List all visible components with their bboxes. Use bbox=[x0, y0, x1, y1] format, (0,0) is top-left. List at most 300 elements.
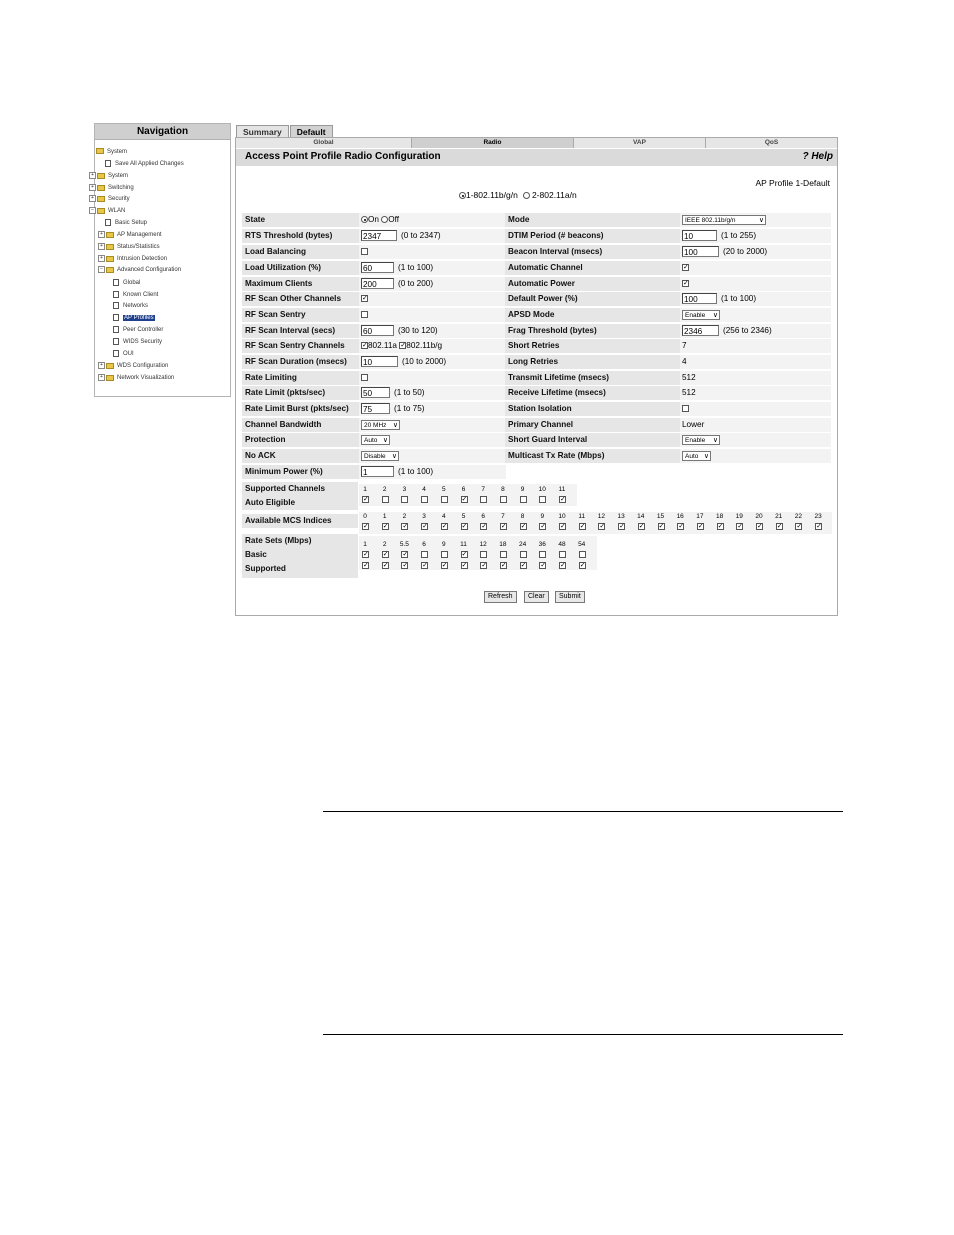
min-power-label: Minimum Power (%) bbox=[242, 465, 359, 479]
nav-item[interactable] bbox=[105, 219, 147, 227]
submit-button[interactable]: Submit bbox=[555, 591, 585, 603]
rx-lifetime-label: Receive Lifetime (msecs) bbox=[505, 386, 680, 400]
mcs-indices-label bbox=[242, 514, 358, 528]
rf-scan-duration-input[interactable]: 10 bbox=[361, 356, 398, 367]
supported-rate-checkbox[interactable]: ✓ bbox=[461, 562, 468, 569]
nav-item[interactable] bbox=[89, 207, 125, 215]
folder-icon bbox=[106, 375, 114, 381]
channel-number: 1 bbox=[363, 486, 367, 493]
protection-cell bbox=[359, 433, 506, 447]
mcs-number: 19 bbox=[735, 513, 743, 520]
nav-item[interactable] bbox=[113, 279, 140, 287]
max-clients-input[interactable]: 200 bbox=[361, 278, 394, 289]
state-on-radio[interactable] bbox=[361, 216, 368, 223]
nav-item-label: AP Management bbox=[117, 232, 162, 239]
mcs-number: 12 bbox=[597, 513, 605, 520]
channel-number: 2 bbox=[382, 486, 387, 493]
short-guard-cell bbox=[680, 433, 831, 447]
nav-item-label: WDS Configuration bbox=[117, 363, 169, 370]
basic-rate-checkbox[interactable] bbox=[480, 551, 487, 558]
long-retries-value: 4 bbox=[682, 357, 687, 366]
mcs-checkbox[interactable]: ✓ bbox=[638, 523, 645, 530]
state-cell bbox=[359, 213, 506, 227]
rf-scan-interval-label: RF Scan Interval (secs) bbox=[242, 324, 359, 338]
expand-icon[interactable]: + bbox=[98, 362, 105, 369]
rate-number: 1 bbox=[363, 541, 367, 548]
rate-limit-cell bbox=[359, 386, 506, 400]
rate-limit-burst-cell bbox=[359, 402, 506, 416]
nav-item-label: Switching bbox=[108, 185, 134, 192]
expand-icon[interactable]: + bbox=[89, 184, 96, 191]
basic-rate-checkbox[interactable]: ✓ bbox=[461, 551, 468, 558]
mcs-number: 15 bbox=[656, 513, 665, 520]
auto-channel-label: Automatic Channel bbox=[505, 261, 680, 275]
channel-number: 9 bbox=[520, 486, 525, 493]
subtab-global[interactable]: Global bbox=[236, 138, 412, 148]
expand-icon[interactable]: + bbox=[98, 374, 105, 381]
beacon-input[interactable]: 100 bbox=[682, 246, 719, 257]
apsd-select[interactable] bbox=[682, 310, 720, 320]
station-isolation-cell bbox=[680, 402, 831, 416]
profile-name: AP Profile 1-Default bbox=[755, 178, 830, 188]
supported-rate-checkbox[interactable]: ✓ bbox=[540, 562, 547, 569]
folder-icon bbox=[106, 267, 114, 273]
auto-power-checkbox[interactable]: ✓ bbox=[683, 280, 689, 288]
mcs-number: 10 bbox=[558, 513, 566, 520]
multicast-rate-select[interactable] bbox=[682, 451, 711, 461]
mcs-number: 21 bbox=[775, 513, 783, 520]
mcs-checkbox[interactable]: ✓ bbox=[560, 523, 566, 530]
document-icon bbox=[105, 219, 111, 226]
clear-button[interactable]: Clear bbox=[524, 591, 549, 603]
nav-item[interactable] bbox=[98, 243, 160, 251]
supported-rate-checkbox[interactable]: ✓ bbox=[422, 562, 428, 569]
load-balancing-label: Load Balancing bbox=[242, 245, 359, 259]
channel-checkbox[interactable] bbox=[520, 496, 527, 503]
channel-checkbox[interactable] bbox=[539, 496, 546, 503]
nav-item-label: Security bbox=[108, 196, 130, 203]
mcs-checkbox[interactable]: ✓ bbox=[540, 523, 547, 530]
no-ack-cell bbox=[359, 449, 506, 463]
expand-icon[interactable]: + bbox=[89, 172, 96, 179]
channel-checkbox[interactable] bbox=[500, 496, 507, 503]
nav-item-label: Advanced Configuration bbox=[117, 267, 182, 274]
folder-icon bbox=[97, 173, 105, 179]
mcs-checkbox[interactable]: ✓ bbox=[579, 523, 586, 530]
nav-item-label: WIDS Security bbox=[123, 339, 163, 346]
dtim-input[interactable]: 10 bbox=[682, 230, 717, 241]
nav-item-label: System bbox=[107, 149, 128, 155]
folder-icon bbox=[97, 196, 105, 202]
auto-channel-cell bbox=[680, 261, 831, 275]
state-on-label: On bbox=[368, 215, 379, 224]
help-link[interactable]: ? Help bbox=[802, 151, 833, 162]
load-util-input[interactable]: 60 bbox=[361, 262, 394, 273]
mcs-number: 1 bbox=[382, 513, 387, 520]
rf-scan-other-label: RF Scan Other Channels bbox=[242, 292, 359, 306]
mode-select[interactable] bbox=[682, 215, 766, 225]
channel-bw-cell bbox=[359, 418, 506, 432]
supported-rate-checkbox[interactable]: ✓ bbox=[560, 562, 566, 569]
nav-item[interactable] bbox=[113, 314, 155, 322]
multicast-rate-label: Multicast Tx Rate (Mbps) bbox=[505, 449, 680, 463]
mcs-checkbox[interactable]: ✓ bbox=[737, 523, 744, 530]
sentry-80211bg-label: 802.11b/g bbox=[406, 341, 443, 350]
chevron-down-icon: ∨ bbox=[392, 421, 398, 429]
channel-checkbox[interactable]: ✓ bbox=[560, 496, 566, 503]
rate-sets-label bbox=[242, 534, 358, 578]
expand-icon[interactable]: + bbox=[98, 231, 105, 238]
supported-rate-checkbox[interactable]: ✓ bbox=[382, 562, 389, 569]
rate-limit-label: Rate Limit (pkts/sec) bbox=[242, 386, 359, 400]
sentry-80211a-checkbox[interactable]: ✓ bbox=[362, 342, 368, 350]
mcs-number: 22 bbox=[794, 513, 802, 520]
channel-checkbox[interactable] bbox=[421, 496, 428, 503]
basic-rate-checkbox[interactable] bbox=[520, 551, 527, 558]
mcs-indices-label-line: Available MCS Indices bbox=[245, 516, 332, 525]
protection-select-value: Auto bbox=[364, 436, 378, 444]
chevron-down-icon: ∨ bbox=[703, 452, 709, 460]
basic-rate-checkbox[interactable] bbox=[500, 551, 507, 558]
mcs-number: 6 bbox=[481, 513, 485, 520]
state-label: State bbox=[242, 213, 359, 227]
rate-number: 6 bbox=[422, 541, 426, 548]
beacon-label: Beacon Interval (msecs) bbox=[505, 245, 680, 259]
mcs-checkbox[interactable]: ✓ bbox=[382, 523, 389, 530]
channel-bw-label: Channel Bandwidth bbox=[242, 418, 359, 432]
mcs-number: 16 bbox=[676, 513, 684, 520]
rf-scan-sentry-checkbox[interactable] bbox=[361, 311, 368, 318]
mcs-number: 13 bbox=[617, 513, 625, 520]
mode-select-value: IEEE 802.11b/g/n bbox=[685, 216, 736, 224]
nav-item-label: AP Profiles bbox=[124, 315, 154, 322]
rate-number: 36 bbox=[538, 541, 546, 548]
supported-rate-checkbox[interactable]: ✓ bbox=[363, 562, 369, 569]
load-balancing-cell bbox=[359, 245, 506, 259]
channel-number: 5 bbox=[441, 486, 446, 493]
tab-summary[interactable]: Summary bbox=[236, 125, 289, 138]
rate-number: 54 bbox=[578, 541, 586, 548]
rate-limit-burst-range: (1 to 75) bbox=[394, 404, 425, 413]
nav-item-label: Peer Controller bbox=[123, 327, 164, 334]
subtab-qos[interactable]: QoS bbox=[706, 138, 837, 148]
mcs-checkbox[interactable]: ✓ bbox=[520, 523, 527, 530]
channel-bw-select[interactable] bbox=[361, 420, 400, 430]
nav-item[interactable] bbox=[98, 374, 174, 382]
beacon-range: (20 to 2000) bbox=[723, 247, 768, 256]
folder-icon bbox=[97, 208, 105, 214]
load-util-range: (1 to 100) bbox=[398, 263, 434, 272]
folder-icon bbox=[106, 256, 114, 262]
channel-checkbox[interactable] bbox=[480, 496, 487, 503]
rate-number: 12 bbox=[479, 541, 487, 548]
mcs-checkbox[interactable]: ✓ bbox=[402, 523, 409, 530]
mcs-number: 8 bbox=[520, 513, 525, 520]
chevron-down-icon: ∨ bbox=[391, 452, 397, 460]
mcs-checkbox[interactable]: ✓ bbox=[461, 523, 468, 530]
primary-channel-label: Primary Channel bbox=[505, 418, 680, 432]
supported-rate-checkbox[interactable]: ✓ bbox=[579, 562, 586, 569]
auto-channel-checkbox[interactable]: ✓ bbox=[683, 264, 689, 272]
document-icon bbox=[105, 160, 111, 167]
basic-rate-checkbox[interactable] bbox=[559, 551, 566, 558]
rate-sets-label-line: Supported bbox=[245, 564, 286, 573]
radio1-option[interactable] bbox=[459, 192, 466, 199]
page-title: Access Point Profile Radio Configuration bbox=[245, 151, 441, 162]
no-ack-select-value: Disable bbox=[364, 452, 386, 460]
supported-channels-label-line: Auto Eligible bbox=[245, 498, 296, 507]
document-icon bbox=[113, 326, 119, 333]
mcs-checkbox[interactable]: ✓ bbox=[441, 523, 448, 530]
nav-item[interactable] bbox=[96, 148, 127, 156]
rate-number: 48 bbox=[558, 541, 566, 548]
rf-scan-interval-range: (30 to 120) bbox=[398, 326, 438, 335]
supported-rate-checkbox[interactable]: ✓ bbox=[500, 562, 507, 569]
max-clients-label: Maximum Clients bbox=[242, 277, 359, 291]
default-power-range: (1 to 100) bbox=[721, 294, 757, 303]
protection-select[interactable] bbox=[361, 435, 390, 445]
apsd-label: APSD Mode bbox=[505, 308, 680, 322]
folder-icon bbox=[106, 363, 114, 369]
rf-scan-other-checkbox[interactable]: ✓ bbox=[362, 295, 368, 303]
document-icon bbox=[113, 338, 119, 345]
nav-item[interactable] bbox=[89, 195, 130, 203]
min-power-input[interactable]: 1 bbox=[361, 466, 394, 477]
rate-limiting-label: Rate Limiting bbox=[242, 371, 359, 385]
tx-lifetime-label: Transmit Lifetime (msecs) bbox=[505, 371, 680, 385]
rts-input[interactable]: 2347 bbox=[361, 230, 397, 241]
basic-rate-checkbox[interactable] bbox=[579, 551, 586, 558]
nav-item[interactable] bbox=[89, 184, 134, 192]
channel-checkbox[interactable] bbox=[401, 496, 408, 503]
nav-item-label: Save All Applied Changes bbox=[115, 161, 184, 168]
nav-item[interactable] bbox=[98, 255, 167, 263]
channel-checkbox[interactable] bbox=[382, 496, 389, 503]
mode-cell bbox=[680, 213, 831, 227]
tab-default[interactable]: Default bbox=[290, 125, 333, 138]
no-ack-select[interactable] bbox=[361, 451, 399, 461]
channel-checkbox[interactable]: ✓ bbox=[363, 496, 369, 503]
rate-limit-input[interactable]: 50 bbox=[361, 387, 390, 398]
mcs-number: 11 bbox=[578, 513, 586, 520]
channel-number: 4 bbox=[422, 486, 426, 493]
nav-item-label: Known Client bbox=[123, 292, 159, 299]
rf-scan-interval-input[interactable]: 60 bbox=[361, 325, 394, 336]
nav-item[interactable] bbox=[105, 160, 184, 168]
auto-power-cell bbox=[680, 277, 831, 291]
nav-item[interactable] bbox=[113, 350, 134, 358]
nav-item-label: Intrusion Detection bbox=[117, 256, 168, 263]
apsd-cell bbox=[680, 308, 831, 322]
short-retries-label: Short Retries bbox=[505, 339, 680, 353]
mcs-checkbox[interactable]: ✓ bbox=[658, 523, 665, 530]
radio2-option[interactable] bbox=[523, 192, 530, 199]
mode-label: Mode bbox=[505, 213, 680, 227]
mcs-checkbox[interactable]: ✓ bbox=[678, 523, 685, 530]
folder-icon bbox=[106, 244, 114, 250]
refresh-button[interactable]: Refresh bbox=[484, 591, 517, 603]
tx-lifetime-cell bbox=[680, 371, 831, 385]
supported-channels-label bbox=[242, 482, 358, 510]
rf-scan-interval-cell bbox=[359, 324, 506, 338]
frag-cell bbox=[680, 324, 831, 338]
collapse-icon[interactable]: − bbox=[98, 266, 105, 273]
mcs-number: 17 bbox=[696, 513, 704, 520]
supported-rate-checkbox[interactable]: ✓ bbox=[441, 562, 448, 569]
nav-item[interactable] bbox=[89, 172, 128, 180]
mcs-checkbox[interactable]: ✓ bbox=[697, 523, 704, 530]
radio1-label: 1-802.11b/g/n bbox=[466, 190, 518, 200]
basic-rate-checkbox[interactable] bbox=[421, 551, 428, 558]
nav-item[interactable] bbox=[113, 338, 162, 346]
nav-item[interactable] bbox=[98, 362, 168, 370]
divider-bottom bbox=[323, 1034, 843, 1035]
load-util-label: Load Utilization (%) bbox=[242, 261, 359, 275]
rx-lifetime-cell bbox=[680, 386, 831, 400]
chevron-down-icon: ∨ bbox=[712, 436, 718, 444]
supported-rate-checkbox[interactable]: ✓ bbox=[520, 562, 527, 569]
nav-item-label: Status/Statistics bbox=[117, 244, 160, 251]
rx-lifetime-value: 512 bbox=[682, 388, 696, 397]
frag-input[interactable]: 2346 bbox=[682, 325, 719, 336]
max-clients-range: (0 to 200) bbox=[398, 279, 434, 288]
mcs-checkbox[interactable]: ✓ bbox=[757, 523, 763, 530]
mcs-checkbox[interactable]: ✓ bbox=[619, 523, 625, 530]
nav-item-label: Basic Setup bbox=[115, 220, 148, 227]
rate-limit-burst-label: Rate Limit Burst (pkts/sec) bbox=[242, 402, 359, 416]
channel-number: 8 bbox=[501, 486, 505, 493]
nav-item[interactable] bbox=[113, 302, 148, 310]
mcs-number: 14 bbox=[637, 513, 645, 520]
rate-number: 11 bbox=[460, 541, 467, 548]
mcs-checkbox[interactable]: ✓ bbox=[816, 523, 822, 530]
default-power-cell bbox=[680, 292, 831, 306]
rate-sets-label-line: Rate Sets (Mbps) bbox=[245, 536, 312, 545]
rf-scan-duration-label: RF Scan Duration (msecs) bbox=[242, 355, 359, 369]
rf-scan-sentry-ch-label: RF Scan Sentry Channels bbox=[242, 339, 359, 353]
mcs-number: 0 bbox=[363, 513, 367, 520]
rf-scan-sentry-ch-cell bbox=[359, 339, 506, 353]
mcs-number: 9 bbox=[540, 513, 545, 520]
title-bar bbox=[236, 149, 837, 166]
multicast-rate-select-value: Auto bbox=[685, 452, 699, 460]
load-util-cell bbox=[359, 261, 506, 275]
collapse-icon[interactable]: − bbox=[89, 207, 96, 214]
basic-rate-checkbox[interactable]: ✓ bbox=[363, 551, 369, 558]
channel-checkbox[interactable] bbox=[441, 496, 448, 503]
nav-item-label: OUI bbox=[123, 351, 134, 358]
supported-rate-checkbox[interactable]: ✓ bbox=[402, 562, 409, 569]
expand-icon[interactable]: + bbox=[89, 195, 96, 202]
dtim-label: DTIM Period (# beacons) bbox=[505, 229, 680, 243]
mcs-checkbox[interactable]: ✓ bbox=[776, 523, 783, 530]
frag-label: Frag Threshold (bytes) bbox=[505, 324, 680, 338]
nav-item[interactable] bbox=[98, 231, 162, 239]
radio2-label: 2-802.11a/n bbox=[531, 190, 577, 200]
primary-channel-value: Lower bbox=[682, 420, 705, 429]
mcs-checkbox[interactable]: ✓ bbox=[363, 523, 369, 530]
nav-item[interactable] bbox=[113, 291, 158, 299]
mcs-number: 2 bbox=[402, 513, 407, 520]
nav-item-label: WLAN bbox=[108, 208, 126, 215]
short-guard-select-value: Enable bbox=[685, 436, 706, 444]
mcs-number: 23 bbox=[814, 513, 822, 520]
rf-scan-sentry-cell bbox=[359, 308, 506, 322]
apsd-select-value: Enable bbox=[685, 311, 706, 319]
basic-rate-checkbox[interactable]: ✓ bbox=[402, 551, 409, 558]
rts-label: RTS Threshold (bytes) bbox=[242, 229, 359, 243]
beacon-cell bbox=[680, 245, 831, 259]
document-icon bbox=[113, 279, 119, 286]
rate-number: 9 bbox=[441, 541, 446, 548]
tx-lifetime-value: 512 bbox=[682, 373, 696, 382]
mcs-number: 7 bbox=[501, 513, 505, 520]
min-power-cell bbox=[359, 465, 506, 479]
rate-limiting-checkbox[interactable] bbox=[361, 374, 368, 381]
station-isolation-label: Station Isolation bbox=[505, 402, 680, 416]
rf-scan-other-cell bbox=[359, 292, 506, 306]
short-guard-select[interactable] bbox=[682, 435, 720, 445]
supported-channels-label-line: Supported Channels bbox=[245, 484, 326, 493]
mcs-number: 3 bbox=[422, 513, 426, 520]
load-balancing-checkbox[interactable] bbox=[361, 248, 368, 255]
rate-number: 18 bbox=[499, 541, 507, 548]
basic-rate-checkbox[interactable]: ✓ bbox=[382, 551, 389, 558]
mcs-number: 5 bbox=[461, 513, 466, 520]
mcs-number: 18 bbox=[715, 513, 724, 520]
chevron-down-icon: ∨ bbox=[758, 216, 764, 224]
document-icon bbox=[113, 314, 119, 321]
auto-power-label: Automatic Power bbox=[505, 277, 680, 291]
default-power-label: Default Power (%) bbox=[505, 292, 680, 306]
channel-number: 11 bbox=[558, 486, 566, 493]
mcs-number: 20 bbox=[755, 513, 763, 520]
nav-item[interactable] bbox=[98, 266, 181, 274]
nav-item[interactable] bbox=[113, 326, 163, 334]
short-guard-label: Short Guard Interval bbox=[505, 433, 680, 447]
supported-rate-checkbox[interactable]: ✓ bbox=[481, 562, 488, 569]
rf-scan-duration-range: (10 to 2000) bbox=[402, 357, 447, 366]
channel-number: 10 bbox=[538, 486, 546, 493]
station-isolation-checkbox[interactable] bbox=[682, 405, 689, 412]
rate-limit-burst-input[interactable]: 75 bbox=[361, 403, 390, 414]
basic-rate-checkbox[interactable] bbox=[539, 551, 546, 558]
mcs-number: 4 bbox=[441, 513, 446, 520]
mcs-checkbox[interactable]: ✓ bbox=[796, 523, 803, 530]
subtab-radio[interactable]: Radio bbox=[412, 138, 574, 148]
primary-channel-cell bbox=[680, 418, 831, 432]
dtim-range: (1 to 255) bbox=[721, 231, 757, 240]
mcs-checkbox[interactable]: ✓ bbox=[422, 523, 428, 530]
default-power-input[interactable]: 100 bbox=[682, 293, 717, 304]
mcs-checkbox[interactable]: ✓ bbox=[500, 523, 507, 530]
channel-number: 7 bbox=[481, 486, 485, 493]
nav-item-label: System bbox=[108, 173, 129, 180]
sentry-80211bg-checkbox[interactable]: ✓ bbox=[400, 342, 407, 350]
profile-tabs bbox=[236, 125, 334, 137]
expand-icon[interactable]: + bbox=[98, 255, 105, 262]
mcs-checkbox[interactable]: ✓ bbox=[717, 523, 724, 530]
basic-rate-checkbox[interactable] bbox=[441, 551, 448, 558]
channel-checkbox[interactable]: ✓ bbox=[461, 496, 468, 503]
mcs-checkbox[interactable]: ✓ bbox=[599, 523, 606, 530]
expand-icon[interactable]: + bbox=[98, 243, 105, 250]
rf-scan-sentry-label: RF Scan Sentry bbox=[242, 308, 359, 322]
main-panel bbox=[235, 137, 838, 616]
mcs-checkbox[interactable]: ✓ bbox=[481, 523, 488, 530]
subtab-vap[interactable]: VAP bbox=[574, 138, 706, 148]
channel-number: 3 bbox=[402, 486, 407, 493]
